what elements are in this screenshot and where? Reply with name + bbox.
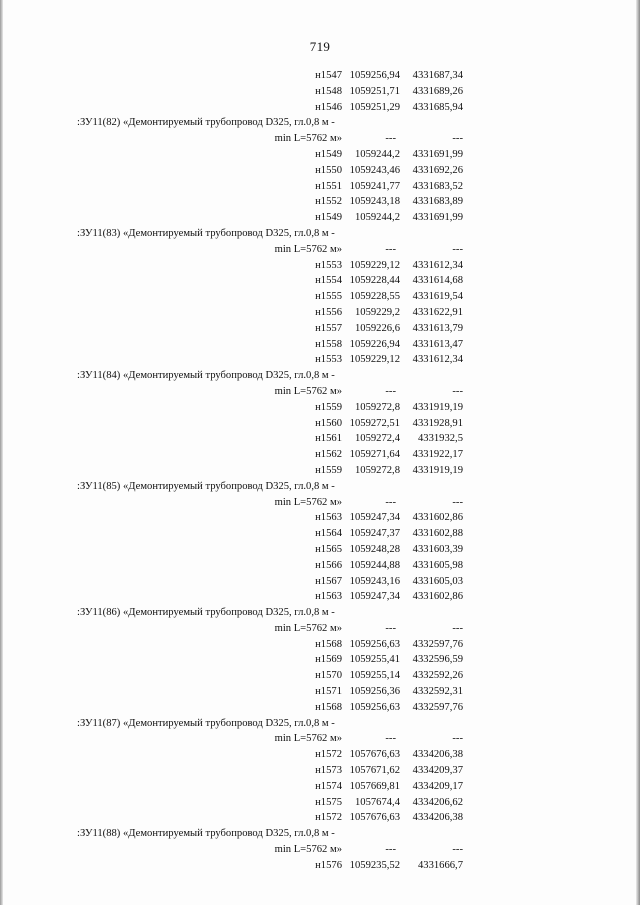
x-coordinate: 1059255,14: [349, 670, 400, 682]
x-coordinate: 1059247,37: [349, 528, 400, 540]
coordinate-row: [0, 431, 640, 447]
x-coordinate: 1059256,63: [349, 638, 400, 650]
x-coordinate: 1059247,34: [349, 591, 400, 603]
dash-placeholder-x: ---: [385, 496, 396, 508]
parcel-length-note: min L=5762 м»: [274, 622, 342, 634]
parcel-title: :ЗУ11(82) «Демонтируемый трубопровод D325, гл.0,8 м -: [77, 117, 335, 129]
dash-placeholder-x: ---: [385, 133, 396, 145]
parcel-length-note: min L=5762 м»: [274, 733, 342, 745]
y-coordinate: 4331685,94: [412, 101, 463, 113]
dash-placeholder-x: ---: [385, 243, 396, 255]
coordinate-row: [0, 194, 640, 210]
point-id: н1563: [315, 512, 342, 524]
coordinate-row: [0, 763, 640, 779]
point-id: н1546: [315, 101, 342, 113]
parcel-length-note: min L=5762 м»: [274, 496, 342, 508]
y-coordinate: 4331692,26: [412, 164, 463, 176]
point-id: н1552: [315, 196, 342, 208]
x-coordinate: 1059251,29: [349, 101, 400, 113]
dash-placeholder-y: ---: [452, 243, 463, 255]
y-coordinate: 4332597,76: [412, 638, 463, 650]
dash-placeholder-x: ---: [385, 733, 396, 745]
x-coordinate: 1059243,16: [349, 575, 400, 587]
y-coordinate: 4331932,5: [417, 433, 463, 445]
y-coordinate: 4331922,17: [412, 449, 463, 461]
x-coordinate: 1059272,51: [349, 417, 400, 429]
dash-placeholder-x: ---: [385, 385, 396, 397]
point-id: н1553: [315, 259, 342, 271]
y-coordinate: 4331614,68: [412, 275, 463, 287]
x-coordinate: 1059244,2: [354, 212, 400, 224]
point-id: н1549: [315, 212, 342, 224]
dash-placeholder-y: ---: [452, 733, 463, 745]
x-coordinate: 1059272,8: [354, 401, 400, 413]
x-coordinate: 1059228,44: [349, 275, 400, 287]
y-coordinate: 4331605,98: [412, 559, 463, 571]
coordinate-row: [0, 684, 640, 700]
y-coordinate: 4331928,91: [412, 417, 463, 429]
point-id: н1567: [315, 575, 342, 587]
y-coordinate: 4331919,19: [412, 464, 463, 476]
x-coordinate: 1059255,41: [349, 654, 400, 666]
coordinate-row: [0, 589, 640, 605]
x-coordinate: 1059229,12: [349, 259, 400, 271]
coordinate-row: [0, 147, 640, 163]
x-coordinate: 1059243,18: [349, 196, 400, 208]
point-id: н1574: [315, 780, 342, 792]
y-coordinate: 4331689,26: [412, 85, 463, 97]
parcel-header-continuation: [0, 731, 640, 747]
coordinate-row: [0, 700, 640, 716]
point-id: н1557: [315, 322, 342, 334]
y-coordinate: 4331619,54: [412, 291, 463, 303]
y-coordinate: 4331602,86: [412, 591, 463, 603]
point-id: н1570: [315, 670, 342, 682]
coordinate-row: [0, 526, 640, 542]
coordinate-row: [0, 84, 640, 100]
coordinate-row: [0, 558, 640, 574]
coordinate-row: [0, 510, 640, 526]
x-coordinate: 1059256,94: [349, 70, 400, 81]
x-coordinate: 1059271,64: [349, 449, 400, 461]
y-coordinate: 4331683,89: [412, 196, 463, 208]
parcel-header: [0, 115, 640, 131]
parcel-header: [0, 368, 640, 384]
point-id: н1548: [315, 85, 342, 97]
y-coordinate: 4332592,31: [412, 686, 463, 698]
coordinate-row: [0, 163, 640, 179]
x-coordinate: 1059229,2: [354, 306, 400, 318]
y-coordinate: 4331691,99: [412, 148, 463, 160]
point-id: н1563: [315, 591, 342, 603]
y-coordinate: 4331683,52: [412, 180, 463, 192]
point-id: н1562: [315, 449, 342, 461]
parcel-title: :ЗУ11(87) «Демонтируемый трубопровод D325, гл.0,8 м -: [77, 717, 335, 729]
point-id: н1553: [315, 354, 342, 366]
coordinate-row: [0, 447, 640, 463]
point-id: н1573: [315, 765, 342, 777]
coordinate-row: [0, 289, 640, 305]
parcel-length-note: min L=5762 м»: [274, 385, 342, 397]
y-coordinate: 4332596,59: [412, 654, 463, 666]
parcel-header: [0, 716, 640, 732]
parcel-title: :ЗУ11(86) «Демонтируемый трубопровод D325, гл.0,8 м -: [77, 607, 335, 619]
point-id: н1568: [315, 701, 342, 713]
dash-placeholder-y: ---: [452, 622, 463, 634]
x-coordinate: 1059243,46: [349, 164, 400, 176]
point-id: н1554: [315, 275, 342, 287]
coordinates-table: [0, 68, 640, 874]
point-id: н1550: [315, 164, 342, 176]
parcel-header-continuation: [0, 621, 640, 637]
coordinate-row: [0, 100, 640, 116]
x-coordinate: 1059247,34: [349, 512, 400, 524]
point-id: н1560: [315, 417, 342, 429]
y-coordinate: 4334209,17: [412, 780, 463, 792]
y-coordinate: 4331603,39: [412, 543, 463, 555]
point-id: н1571: [315, 686, 342, 698]
coordinate-row: [0, 400, 640, 416]
y-coordinate: 4331666,7: [417, 859, 463, 871]
parcel-header: [0, 479, 640, 495]
point-id: н1576: [315, 859, 342, 871]
y-coordinate: 4334206,38: [412, 749, 463, 761]
parcel-title: :ЗУ11(83) «Демонтируемый трубопровод D325, гл.0,8 м -: [77, 227, 335, 239]
dash-placeholder-y: ---: [452, 844, 463, 856]
x-coordinate: 1059251,71: [349, 85, 400, 97]
y-coordinate: 4334206,62: [412, 796, 463, 808]
dash-placeholder-y: ---: [452, 133, 463, 145]
parcel-header-continuation: [0, 384, 640, 400]
coordinate-row: [0, 747, 640, 763]
coordinate-row: [0, 210, 640, 226]
coordinate-row: [0, 652, 640, 668]
x-coordinate: 1057676,63: [349, 812, 400, 824]
y-coordinate: 4331687,34: [412, 70, 463, 81]
point-id: н1569: [315, 654, 342, 666]
point-id: н1561: [315, 433, 342, 445]
dash-placeholder-y: ---: [452, 385, 463, 397]
y-coordinate: 4332592,26: [412, 670, 463, 682]
parcel-length-note: min L=5762 м»: [274, 133, 342, 145]
point-id: н1558: [315, 338, 342, 350]
x-coordinate: 1059272,4: [354, 433, 400, 445]
x-coordinate: 1059226,6: [354, 322, 400, 334]
point-id: н1566: [315, 559, 342, 571]
dash-placeholder-x: ---: [385, 622, 396, 634]
parcel-header-continuation: [0, 495, 640, 511]
coordinate-row: [0, 305, 640, 321]
y-coordinate: 4331613,79: [412, 322, 463, 334]
point-id: н1575: [315, 796, 342, 808]
coordinate-row: [0, 795, 640, 811]
coordinate-row: [0, 273, 640, 289]
coordinate-row: [0, 668, 640, 684]
coordinate-row: [0, 179, 640, 195]
coordinate-row: [0, 416, 640, 432]
point-id: н1547: [315, 70, 342, 81]
y-coordinate: 4334206,38: [412, 812, 463, 824]
coordinate-row: [0, 779, 640, 795]
coordinate-row: [0, 68, 640, 84]
point-id: н1559: [315, 401, 342, 413]
coordinate-row: [0, 542, 640, 558]
coordinate-row: [0, 337, 640, 353]
coordinate-row: [0, 574, 640, 590]
x-coordinate: 1059256,63: [349, 701, 400, 713]
x-coordinate: 1057674,4: [354, 796, 400, 808]
point-id: н1572: [315, 812, 342, 824]
x-coordinate: 1057671,62: [349, 765, 400, 777]
y-coordinate: 4331605,03: [412, 575, 463, 587]
parcel-header: [0, 826, 640, 842]
point-id: н1568: [315, 638, 342, 650]
parcel-title: :ЗУ11(88) «Демонтируемый трубопровод D325, гл.0,8 м -: [77, 828, 335, 840]
x-coordinate: 1057669,81: [349, 780, 400, 792]
x-coordinate: 1059244,2: [354, 148, 400, 160]
y-coordinate: 4332597,76: [412, 701, 463, 713]
x-coordinate: 1059241,77: [349, 180, 400, 192]
coordinate-row: [0, 258, 640, 274]
point-id: н1565: [315, 543, 342, 555]
x-coordinate: 1057676,63: [349, 749, 400, 761]
parcel-title: :ЗУ11(84) «Демонтируемый трубопровод D325, гл.0,8 м -: [77, 370, 335, 382]
parcel-title: :ЗУ11(85) «Демонтируемый трубопровод D325, гл.0,8 м -: [77, 480, 335, 492]
point-id: н1559: [315, 464, 342, 476]
coordinate-row: [0, 463, 640, 479]
y-coordinate: 4331612,34: [412, 259, 463, 271]
y-coordinate: 4331919,19: [412, 401, 463, 413]
coordinate-row: [0, 810, 640, 826]
point-id: н1564: [315, 528, 342, 540]
x-coordinate: 1059229,12: [349, 354, 400, 366]
y-coordinate: 4331602,86: [412, 512, 463, 524]
x-coordinate: 1059226,94: [349, 338, 400, 350]
x-coordinate: 1059228,55: [349, 291, 400, 303]
point-id: н1551: [315, 180, 342, 192]
x-coordinate: 1059244,88: [349, 559, 400, 571]
y-coordinate: 4331622,91: [412, 306, 463, 318]
parcel-header-continuation: [0, 131, 640, 147]
parcel-header-continuation: [0, 842, 640, 858]
x-coordinate: 1059235,52: [349, 859, 400, 871]
point-id: н1555: [315, 291, 342, 303]
y-coordinate: 4331612,34: [412, 354, 463, 366]
x-coordinate: 1059272,8: [354, 464, 400, 476]
parcel-header-continuation: [0, 242, 640, 258]
dash-placeholder-x: ---: [385, 844, 396, 856]
y-coordinate: 4331613,47: [412, 338, 463, 350]
coordinate-row: [0, 858, 640, 874]
parcel-header: [0, 226, 640, 242]
parcel-length-note: min L=5762 м»: [274, 844, 342, 856]
parcel-length-note: min L=5762 м»: [274, 243, 342, 255]
dash-placeholder-y: ---: [452, 496, 463, 508]
point-id: н1549: [315, 148, 342, 160]
x-coordinate: 1059248,28: [349, 543, 400, 555]
coordinate-row: [0, 352, 640, 368]
page-number: 719: [309, 39, 331, 54]
y-coordinate: 4331602,88: [412, 528, 463, 540]
x-coordinate: 1059256,36: [349, 686, 400, 698]
point-id: н1556: [315, 306, 342, 318]
parcel-header: [0, 605, 640, 621]
y-coordinate: 4331691,99: [412, 212, 463, 224]
y-coordinate: 4334209,37: [412, 765, 463, 777]
coordinate-row: [0, 637, 640, 653]
coordinate-row: [0, 321, 640, 337]
point-id: н1572: [315, 749, 342, 761]
